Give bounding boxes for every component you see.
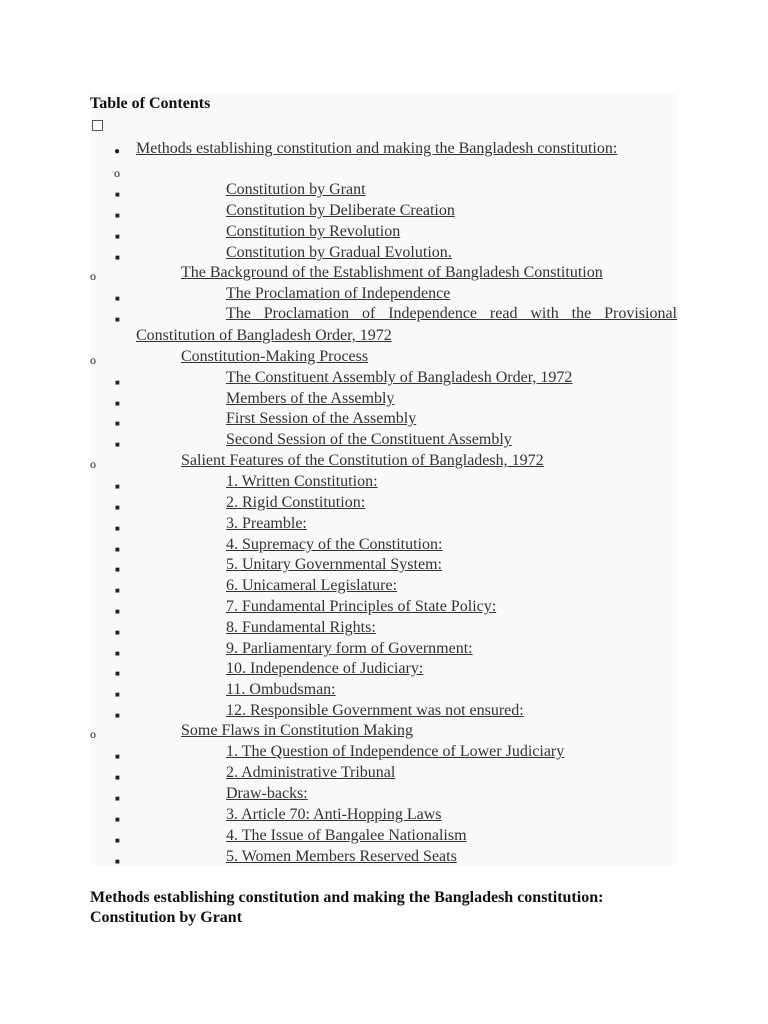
toc-link-feature-6[interactable]: 6. Unicameral Legislature: — [226, 577, 398, 594]
toc-link-background[interactable]: The Background of the Establishment of Bangladesh Constitution — [181, 264, 603, 281]
toc-link-flaw-2[interactable]: 2. Administrative Tribunal — [226, 764, 396, 781]
bullet-circle-icon: o — [90, 353, 96, 367]
bullet-square-icon: ■ — [115, 253, 120, 262]
bullet-square-icon: ■ — [115, 524, 120, 533]
bullet-square-icon: ■ — [115, 378, 120, 387]
toc-link-method-3[interactable]: Constitution by Revolution — [226, 223, 401, 240]
toc-link-proclamation-provisional[interactable]: The Proclamation of Independence read with the Provisional — [226, 305, 677, 322]
bullet-square-icon: ■ — [115, 545, 120, 554]
toc-link-feature-2[interactable]: 2. Rigid Constitution: — [226, 494, 366, 511]
bullet-square-icon: ■ — [115, 628, 120, 637]
bullet-square-icon: ■ — [115, 690, 120, 699]
toc-link-feature-8[interactable]: 8. Fundamental Rights: — [226, 619, 376, 636]
bullet-square-icon: ■ — [115, 440, 120, 449]
toc-link-flaws[interactable]: Some Flaws in Constitution Making — [181, 722, 414, 739]
bullet-square-icon: ■ — [115, 815, 120, 824]
toc-link-feature-5[interactable]: 5. Unitary Governmental System: — [226, 556, 442, 573]
toc-title: Table of Contents — [90, 95, 211, 112]
bullet-square-icon: ■ — [115, 836, 120, 845]
bullet-square-icon: ■ — [115, 669, 120, 678]
toc-toggle-checkbox[interactable] — [92, 120, 103, 131]
bullet-square-icon: ■ — [115, 419, 120, 428]
bullet-circle-icon: o — [90, 269, 96, 283]
bullet-square-icon: ■ — [115, 565, 120, 574]
bullet-square-icon: ■ — [115, 711, 120, 720]
toc-link-process-2[interactable]: Members of the Assembly — [226, 390, 395, 407]
bullet-square-icon: ■ — [115, 503, 120, 512]
bullet-square-icon: ■ — [115, 294, 120, 303]
toc-link-feature-12[interactable]: 12. Responsible Government was not ensured: — [226, 702, 524, 719]
toc-link-process-4[interactable]: Second Session of the Constituent Assembly — [226, 431, 512, 448]
toc-link-method-2[interactable]: Constitution by Deliberate Creation — [226, 202, 455, 219]
toc-link-feature-9[interactable]: 9. Parliamentary form of Government: — [226, 640, 473, 657]
toc-link-proclamation[interactable]: The Proclamation of Independence — [226, 285, 451, 302]
toc-link-method-1[interactable]: Constitution by Grant — [226, 181, 366, 198]
bullet-square-icon: ■ — [115, 586, 120, 595]
bullet-square-icon: ■ — [115, 399, 120, 408]
bullet-square-icon: ■ — [115, 773, 120, 782]
toc-link-process-1[interactable]: The Constituent Assembly of Bangladesh Order, 1972 — [226, 369, 573, 386]
bullet-square-icon: ■ — [115, 211, 120, 220]
bullet-square-icon: ■ — [115, 607, 120, 616]
toc-link-feature-4[interactable]: 4. Supremacy of the Constitution: — [226, 536, 443, 553]
bullet-square-icon: ■ — [115, 752, 120, 761]
bullet-square-icon: ■ — [115, 190, 120, 199]
bullet-circle-icon: o — [114, 166, 120, 180]
bullet-disc-icon: ● — [114, 146, 121, 157]
toc-link-flaw-5[interactable]: 4. The Issue of Bangalee Nationalism — [226, 827, 467, 844]
toc-link-process[interactable]: Constitution-Making Process — [181, 348, 369, 365]
toc-link-feature-10[interactable]: 10. Independence of Judiciary: — [226, 660, 424, 677]
toc-link-feature-11[interactable]: 11. Ombudsman: — [226, 681, 336, 698]
toc-link-features[interactable]: Salient Features of the Constitution of Bangladesh, 1972 — [181, 452, 544, 469]
bullet-square-icon: ■ — [115, 649, 120, 658]
bullet-square-icon: ■ — [115, 232, 120, 241]
bullet-circle-icon: o — [90, 457, 96, 471]
bullet-square-icon: ■ — [115, 315, 120, 324]
section-heading-grant: Constitution by Grant — [90, 909, 243, 926]
toc-link-process-3[interactable]: First Session of the Assembly — [226, 410, 417, 427]
toc-link-flaw-3[interactable]: Draw-backs: — [226, 785, 308, 802]
toc-link-flaw-6[interactable]: 5. Women Members Reserved Seats — [226, 848, 457, 865]
toc-link-feature-3[interactable]: 3. Preamble: — [226, 515, 307, 532]
toc-link-methods[interactable]: Methods establishing constitution and making the Bangladesh constitution: — [136, 140, 618, 157]
toc-link-proclamation-provisional-cont[interactable]: Constitution of Bangladesh Order, 1972 — [136, 327, 392, 344]
bullet-square-icon: ■ — [115, 794, 120, 803]
toc-link-flaw-1[interactable]: 1. The Question of Independence of Lower Judiciary — [226, 743, 565, 760]
toc-link-feature-7[interactable]: 7. Fundamental Principles of State Policy: — [226, 598, 497, 615]
toc-link-method-4[interactable]: Constitution by Gradual Evolution. — [226, 244, 452, 261]
bullet-circle-icon: o — [90, 727, 96, 741]
toc-link-feature-1[interactable]: 1. Written Constitution: — [226, 473, 378, 490]
bullet-square-icon: ■ — [115, 482, 120, 491]
toc-link-flaw-4[interactable]: 3. Article 70: Anti-Hopping Laws — [226, 806, 442, 823]
section-heading-methods: Methods establishing constitution and making the Bangladesh constitution: — [90, 889, 604, 906]
bullet-square-icon: ■ — [115, 857, 120, 866]
